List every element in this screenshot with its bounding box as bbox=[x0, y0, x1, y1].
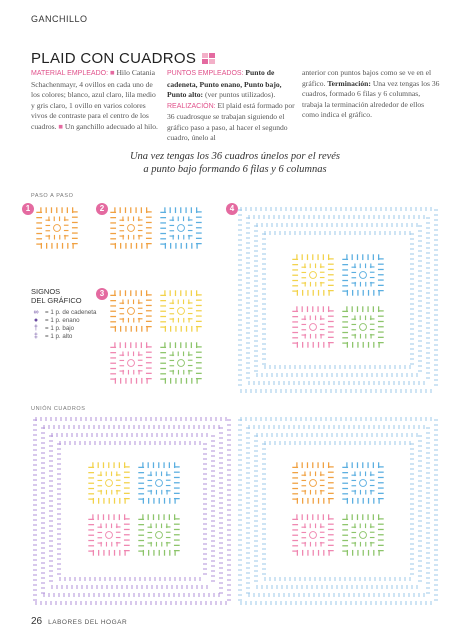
legend-row bbox=[31, 332, 96, 340]
legend-row bbox=[31, 308, 96, 316]
slip-stitch-icon: ● bbox=[33, 316, 39, 324]
diagram-joining-left-border bbox=[31, 415, 233, 607]
title-text: PLAID CON CUADROS bbox=[31, 50, 197, 67]
intro-line-2: a punto bajo formando 6 filas y 6 columnas bbox=[143, 164, 327, 175]
diagram-step-2-b bbox=[158, 205, 204, 251]
hook-text: Un ganchillo adecuado al hilo. bbox=[64, 121, 158, 131]
bullet-icon: ■ bbox=[109, 68, 115, 77]
legend-title-1: SIGNOS bbox=[31, 287, 61, 296]
diagram-step-1 bbox=[34, 205, 80, 251]
stitches-note: (ver puntos utilizados). bbox=[204, 90, 276, 99]
diagram-joining-left-d bbox=[136, 512, 182, 558]
section-header: GANCHILLO bbox=[31, 14, 88, 24]
diagram-step-3-a bbox=[108, 288, 154, 334]
diagram-joining-right-b bbox=[340, 460, 386, 506]
page-number: 26 bbox=[31, 616, 43, 627]
finish-text: Una vez tengas los 36 cuadros, formado 6 filas y 6 columnas, trabaja la terminación alrededor de ellos como indica el gráfico. bbox=[302, 78, 440, 119]
diagram-step-4-c bbox=[290, 304, 336, 350]
diagram-step-3-b bbox=[158, 288, 204, 334]
chain-stitch-icon: ∞ bbox=[33, 308, 39, 316]
stitches-text: Punto de cadeneta, Punto enano, Punto bajo, Punto alto: bbox=[167, 68, 282, 99]
page-footer bbox=[31, 616, 127, 627]
diagram-step-3-c bbox=[108, 340, 154, 386]
chart-legend bbox=[31, 287, 96, 340]
legend-row bbox=[31, 324, 96, 332]
legend-text: = 1 p. de cadeneta bbox=[45, 308, 97, 316]
continuation-column bbox=[302, 68, 442, 121]
diagram-step-4-border bbox=[236, 205, 440, 395]
step-badge-3: 3 bbox=[96, 288, 108, 300]
stitches-column bbox=[167, 68, 295, 144]
materials-label: MATERIAL EMPLEADO: bbox=[31, 70, 109, 77]
realization-text: El plaid está formado por 36 cuadrosque se trabajan siguiendo el gráfico paso a paso, al hacer el segundo cuadro, únelo al bbox=[167, 100, 295, 142]
single-crochet-icon: † bbox=[34, 324, 38, 332]
diagram-joining-left-c bbox=[86, 512, 132, 558]
diagram-step-4-d bbox=[340, 304, 386, 350]
stitches-label: PUNTOS EMPLEADOS: bbox=[167, 70, 244, 77]
diagram-joining-right-c bbox=[290, 512, 336, 558]
step-by-step-label: PASO A PASO bbox=[31, 193, 74, 199]
joining-label: UNIÓN CUADROS bbox=[31, 406, 86, 412]
diagram-step-4-b bbox=[340, 252, 386, 298]
page-title bbox=[31, 50, 216, 67]
diagram-joining-left-b bbox=[136, 460, 182, 506]
publication-name: LABORES DEL HOGAR bbox=[48, 619, 128, 626]
bullet-icon: ■ bbox=[58, 121, 64, 131]
legend-title-2: DEL GRÁFICO bbox=[31, 296, 82, 305]
step-badge-4: 4 bbox=[226, 203, 238, 215]
finish-label: Terminación: bbox=[327, 78, 371, 88]
step-badge-1: 1 bbox=[22, 203, 34, 215]
diagram-joining-right-border bbox=[236, 415, 440, 607]
materials-column bbox=[31, 68, 161, 132]
materials-text: Hilo Catania Schachenmayr, 4 ovillos en cada uno de los colores; blanco, azul claro, lila medio y gris claro, 1 ovillo en varios colores vivos de contraste para el centro de los cuadros. bbox=[31, 68, 156, 131]
legend-text: = 1 p. alto bbox=[45, 332, 73, 340]
intro-caption bbox=[0, 150, 470, 176]
legend-text: = 1 p. bajo bbox=[45, 324, 75, 332]
diagram-joining-right-d bbox=[340, 512, 386, 558]
step-badge-2: 2 bbox=[96, 203, 108, 215]
intro-line-1: Una vez tengas los 36 cuadros únelos por el revés bbox=[129, 151, 341, 162]
diagram-joining-right-a bbox=[290, 460, 336, 506]
realization-label: REALIZACIÓN: bbox=[167, 102, 216, 110]
legend-row bbox=[31, 316, 96, 324]
legend-text: = 1 p. enano bbox=[45, 316, 80, 324]
diagram-step-2-a bbox=[108, 205, 154, 251]
diagram-joining-left-a bbox=[86, 460, 132, 506]
diagram-step-4-a bbox=[290, 252, 336, 298]
plaid-icon bbox=[202, 53, 216, 64]
continuation-text: anterior con puntos bajos como se ve en el gráfico. bbox=[302, 68, 432, 88]
double-crochet-icon: ‡ bbox=[34, 332, 38, 340]
diagram-step-3-d bbox=[158, 340, 204, 386]
